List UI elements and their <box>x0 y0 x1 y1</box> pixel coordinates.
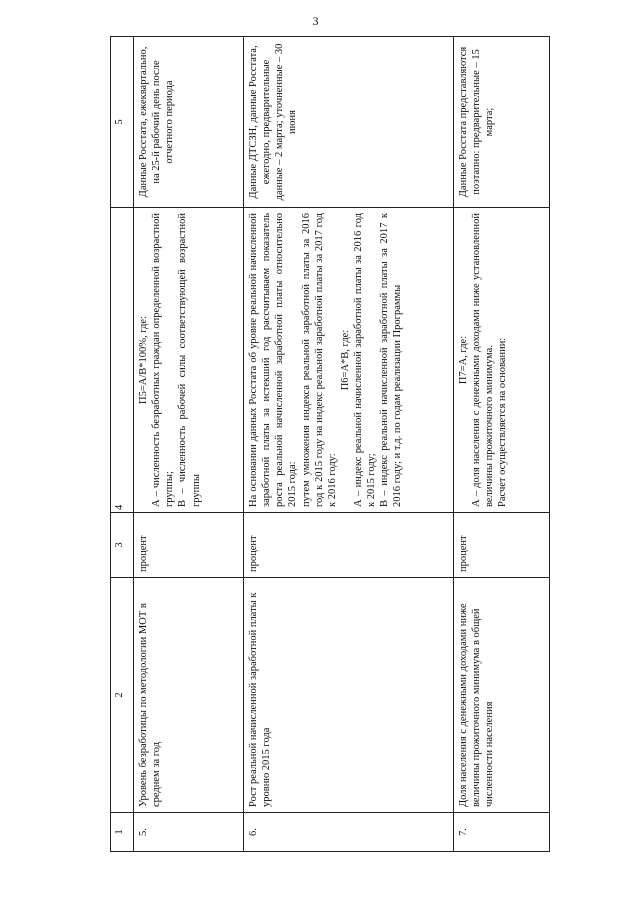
table-row <box>454 37 550 852</box>
indicators-table <box>110 36 550 852</box>
page-number: 3 <box>312 14 319 28</box>
formula-line: П7=А, где: <box>458 335 469 385</box>
header-col-4: 4 <box>111 208 134 513</box>
row-number: 6. <box>244 813 454 852</box>
method-line: Расчет осуществляется на основании: <box>497 337 509 507</box>
indicator-unit: процент <box>134 513 244 578</box>
table-row <box>134 37 244 852</box>
indicator-name: Доля населения с денежными доходами ниже величины прожиточного минимума в общей численности населения <box>454 578 550 813</box>
data-source: Данные Росстата, ежеквартально, на 25-й рабочий день после отчетного периода <box>134 37 244 208</box>
method-line: А – доля населения с денежными доходами ниже установленной величины прожиточного минимума. <box>471 213 496 507</box>
calculation-method <box>454 208 550 513</box>
formula-line: П6=А*В, где: <box>339 329 351 391</box>
calculation-method <box>134 208 244 513</box>
data-source: Данные Росстата представляются поэтапно: предварительные – 15 марта; <box>454 37 550 208</box>
formula-line: П5=А/В*100%, где: <box>138 316 149 404</box>
indicator-name: Уровень безработицы по методологии МОТ в среднем за год <box>134 578 244 813</box>
method-line: На основании данных Росстата об уровне реальной начисленной заработной платы за истекший год рассчитываем показатель роста реальной начисленной заработной платы относительно 2015 года: <box>248 213 299 507</box>
indicator-unit: процент <box>454 513 550 578</box>
row-number: 5. <box>134 813 244 852</box>
indicator-unit: процент <box>244 513 454 578</box>
method-line: А – индекс реальной начисленной заработной платы за 2016 год к 2015 году; <box>353 213 378 507</box>
rotated-table <box>110 43 550 852</box>
header-col-5: 5 <box>111 37 134 208</box>
method-line: А – численность безработных граждан определенной возрастной группы; <box>151 213 176 507</box>
table-row <box>244 37 454 852</box>
indicator-name: Рост реальной начисленной заработной платы к уровню 2015 года <box>244 578 454 813</box>
rotated-table-wrapper <box>110 43 550 852</box>
header-col-1: 1 <box>111 813 134 852</box>
method-line: В – индекс реальной начисленной заработной платы за 2017 к 2016 году; и т.д. по годам реализации Программы <box>379 213 404 507</box>
method-line: В – численность рабочей силы соответствующей возрастной группы <box>177 213 202 507</box>
calculation-method <box>244 208 454 513</box>
header-col-3: 3 <box>111 513 134 578</box>
header-col-2: 2 <box>111 578 134 813</box>
row-number: 7. <box>454 813 550 852</box>
table-header-row <box>111 37 134 852</box>
method-line: путем умножения индекса реальной заработной платы за 2016 год к 2015 году на индекс реальной заработной платы за 2017 год к 2016 году: <box>300 213 338 507</box>
data-source: Данные ДТСЗН, данные Росстата, ежегодно, предварительные данные – 2 марта; уточненные – 30 июня <box>244 37 454 208</box>
